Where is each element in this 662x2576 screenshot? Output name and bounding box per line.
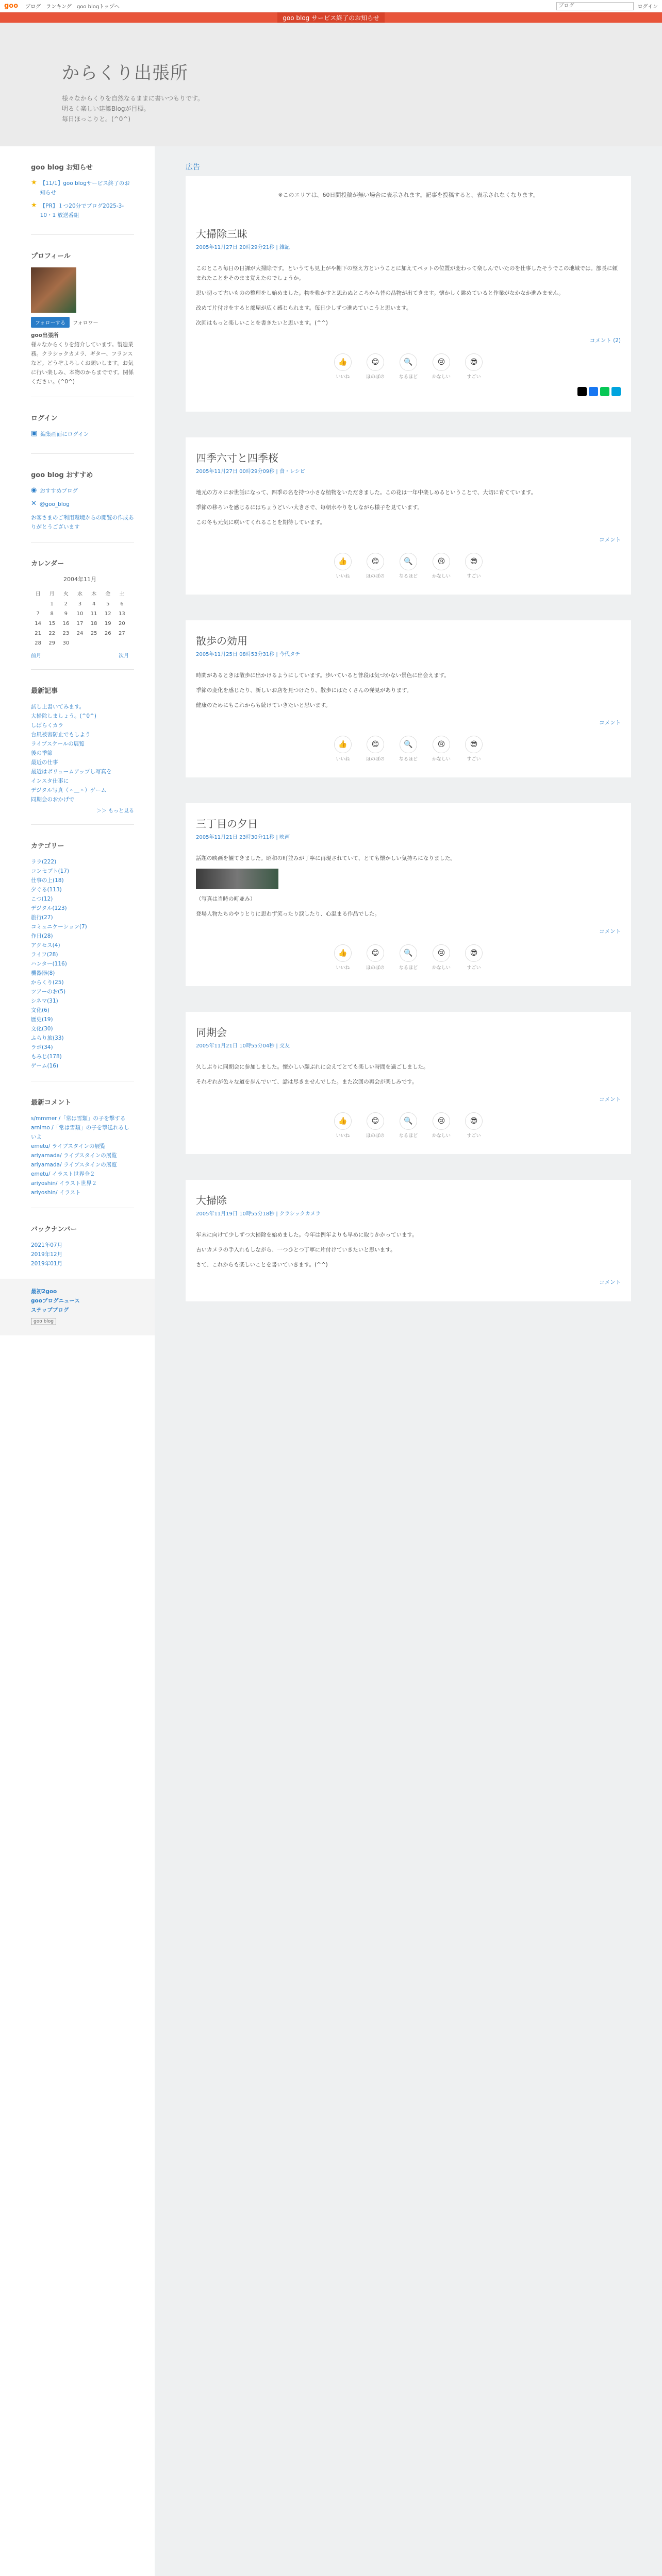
reaction-like[interactable] — [334, 353, 352, 380]
calendar-day: 3 — [78, 601, 82, 607]
smile-icon: 😊 — [367, 1112, 384, 1130]
reaction-cool[interactable] — [465, 1112, 483, 1139]
entry-body — [196, 488, 621, 528]
entry-title[interactable]: 大掃除三昧 — [196, 228, 247, 240]
like-icon: 👍 — [334, 1112, 352, 1130]
calendar-day: 6 — [120, 601, 124, 607]
comment-link[interactable]: ariyamada/ ライブスタインの展覧 — [31, 1162, 117, 1168]
entry-body — [196, 264, 621, 328]
follower-label[interactable]: フォロワー — [73, 320, 98, 326]
reaction-sad[interactable] — [432, 553, 451, 579]
blog-icon: ◉ — [31, 486, 37, 494]
entry-paragraph: 季節の変化を感じたり、新しいお店を見つけたり、散歩にはたくさんの発見があります。 — [196, 687, 412, 693]
category-link[interactable]: もみじ(178) — [31, 1054, 62, 1060]
entry-title[interactable]: 散歩の効用 — [196, 635, 247, 647]
smile-icon: 😊 — [367, 736, 384, 753]
calendar-day: 29 — [48, 640, 56, 646]
backnumber-link[interactable]: 2019年01月 — [31, 1261, 63, 1267]
category-link[interactable]: からくり(25) — [31, 979, 64, 986]
calendar-day: 14 — [35, 621, 41, 626]
recommend-desc[interactable]: お客さまのご利用環境からの閲覧の作成ありがとうございます — [31, 515, 134, 530]
comment-link[interactable]: arnimo /「常は雪類」の子を撃送れるしいよ — [31, 1125, 129, 1140]
comments-title: 最新コメント — [31, 1099, 72, 1107]
service-notice-link[interactable]: goo blog サービス終了のお知らせ — [277, 12, 384, 23]
category-link[interactable]: コンセプト(17) — [31, 868, 70, 874]
reaction-label: ほのぼの — [366, 965, 385, 971]
reaction-insight[interactable] — [399, 1112, 418, 1139]
calendar-day: 25 — [90, 631, 97, 636]
cool-icon: 😎 — [465, 944, 483, 962]
reaction-label: なるほど — [399, 375, 418, 380]
weekday: 月 — [49, 591, 55, 597]
comment-link[interactable]: emetu/ ライブスタインの展覧 — [31, 1143, 106, 1149]
weekday: 日 — [35, 591, 41, 597]
nav-blog[interactable]: ブログ — [25, 4, 41, 10]
goo-blog-badge[interactable]: goo blog — [31, 1318, 56, 1325]
calendar-section — [31, 542, 134, 669]
calendar-day: 24 — [76, 631, 84, 636]
calendar-week — [31, 638, 129, 648]
reaction-cool[interactable] — [465, 353, 483, 380]
category-link[interactable]: アクセス(4) — [31, 942, 60, 948]
entry-meta[interactable]: 2005年11月27日 00時29分09秒 | 食・レシピ — [196, 469, 305, 474]
edit-icon: ▣ — [31, 430, 38, 437]
entry-paragraph: 年末に向けて少しずつ大掃除を始めました。今年は例年よりも早めに取りかかっています。 — [196, 1232, 418, 1238]
reaction-label: かなしい — [432, 965, 451, 971]
category-link[interactable]: 旅行(27) — [31, 914, 53, 921]
sad-icon: 😢 — [433, 553, 450, 570]
calendar-prev-link[interactable]: 前月 — [31, 653, 41, 659]
entry-paragraph: 古いカメラの手入れもしながら、一つひとつ丁寧に片付けていきたいと思います。 — [196, 1247, 396, 1253]
entry-meta[interactable]: 2005年11月25日 08時53分31秒 | 今代タチ — [196, 652, 300, 657]
blog-desc-line: 毎日ほっこりと。(^0^) — [62, 115, 131, 123]
entry-body — [196, 854, 621, 919]
reaction-warm[interactable] — [366, 353, 385, 380]
magnifier-icon: 🔍 — [400, 736, 417, 753]
sidebar-footer — [0, 1279, 155, 1335]
recommend-title: goo blog おすすめ — [31, 471, 93, 479]
reaction-label: なるほど — [399, 574, 418, 579]
reaction-warm[interactable] — [366, 736, 385, 762]
inactive-notice: ※このエリアは、60日間投稿が無い場合に表示されます。記事を投稿すると、表示されなくなります。 — [186, 176, 631, 213]
recommend-item[interactable]: @goo_blog — [39, 501, 70, 507]
category-link[interactable]: ラボ(34) — [31, 1044, 53, 1050]
reaction-sad[interactable] — [432, 1112, 451, 1139]
reaction-bar — [196, 736, 621, 762]
calendar-day: 17 — [76, 621, 84, 626]
blog-description — [62, 93, 204, 124]
smile-icon: 😊 — [367, 553, 384, 570]
reaction-insight[interactable] — [399, 736, 418, 762]
reaction-cool[interactable] — [465, 736, 483, 762]
smile-icon: 😊 — [367, 353, 384, 371]
calendar-day — [87, 638, 101, 648]
category-link[interactable]: 文化(6) — [31, 1007, 49, 1013]
entry-paragraph: それぞれが色々な道を歩んでいて、話は尽きませんでした。また次回の再会が楽しみです。 — [196, 1079, 418, 1085]
notice-item[interactable]: 【PR】１つ20分でブログ2025-3-10・1 放送番組 — [40, 203, 124, 218]
reaction-label: かなしい — [432, 1133, 451, 1139]
search-input[interactable] — [556, 2, 634, 10]
category-link[interactable]: 夕ぐる(113) — [31, 887, 62, 893]
entry-paragraph: さて、これからも楽しいことを書いていきます。(^^) — [196, 1262, 328, 1268]
sidebar — [0, 146, 155, 2576]
backnumber-section — [31, 1208, 134, 1279]
reaction-label: すごい — [467, 757, 481, 762]
recent-post-link[interactable]: デジタル写真（＾＿＾）ゲーム — [31, 787, 107, 793]
comment-link[interactable]: ariyoshin/ イラスト — [31, 1190, 81, 1196]
calendar-day: 21 — [35, 631, 41, 636]
calendar-week — [31, 629, 129, 638]
blog-header — [0, 23, 662, 146]
nav-goo-top[interactable]: goo blogトップへ — [76, 4, 120, 10]
calendar-day — [101, 638, 115, 648]
profile-bio: 様々なからくりを紹介しています。製造業務。クラシックカメラ、ギター、フランスなど。どうぞよろしくお願いします。お気に行い楽しみ、本物のからまでです。関係ください。(^0^) — [31, 342, 134, 385]
reaction-label: なるほど — [399, 965, 418, 971]
recent-post-link[interactable]: インスタ仕事に — [31, 778, 69, 784]
reaction-sad[interactable] — [432, 944, 451, 971]
recent-post-link[interactable]: 同期会のおかげで — [31, 796, 74, 803]
recent-post-link[interactable]: 最近の仕事 — [31, 759, 58, 766]
login-section — [31, 397, 134, 453]
like-icon: 👍 — [334, 553, 352, 570]
entry-body — [196, 671, 621, 710]
recent-posts-section — [31, 669, 134, 824]
category-link[interactable]: 仕事の上(18) — [31, 877, 64, 884]
entry-paragraph: 季節の移ろいを感じるにはちょうどいい大きさで、毎朝水やりをしながら様子を見ています。 — [196, 504, 423, 511]
magnifier-icon: 🔍 — [400, 944, 417, 962]
blog-desc-line: 様々なからくりを自然なるままに書いつもりです。 — [62, 95, 204, 102]
blog-entry — [186, 1012, 631, 1154]
category-link[interactable]: ハンター(116) — [31, 961, 67, 967]
category-link[interactable]: コミュニケーション(7) — [31, 924, 87, 930]
calendar-day: 18 — [90, 621, 97, 626]
reaction-label: なるほど — [399, 757, 418, 762]
entry-meta[interactable]: 2005年11月19日 10時55分18秒 | クラシックカメラ — [196, 1211, 321, 1217]
calendar-day — [73, 638, 87, 648]
calendar-day — [31, 599, 45, 609]
comment-link[interactable]: ariyoshin/ イラスト世界２ — [31, 1180, 97, 1187]
footer-link[interactable]: ステップブログ — [31, 1307, 69, 1313]
reaction-label: かなしい — [432, 574, 451, 579]
entry-paragraph: 時間があるときは散歩に出かけるようにしています。歩いていると普段は気づかない景色に出会えます。 — [196, 672, 450, 679]
category-section — [31, 824, 134, 1081]
sad-icon: 😢 — [433, 944, 450, 962]
calendar-day: 9 — [64, 611, 68, 617]
service-notice-banner — [0, 12, 662, 23]
weekday: 木 — [91, 591, 97, 597]
calendar-week — [31, 609, 129, 619]
reaction-insight[interactable] — [399, 553, 418, 579]
reaction-bar — [196, 1112, 621, 1139]
calendar-day: 27 — [119, 631, 125, 636]
entry-paragraph: この冬も元気に咲いてくれることを期待しています。 — [196, 519, 326, 526]
category-link[interactable]: 文化(30) — [31, 1026, 53, 1032]
reaction-bar — [196, 553, 621, 579]
ad-label: 広告 — [186, 163, 200, 172]
calendar-day: 28 — [35, 640, 41, 646]
recommend-section — [31, 453, 134, 542]
recent-post-link[interactable]: 最近はボリュームアップし写真を — [31, 769, 112, 775]
footer-link[interactable]: gooブログニュース — [31, 1298, 80, 1304]
calendar-day: 8 — [50, 611, 54, 617]
sad-icon: 😢 — [433, 353, 450, 371]
entry-paragraph: 話題の映画を観てきました。昭和の町並みが丁寧に再現されていて、とても懐かしい気持ちになりました。 — [196, 855, 456, 861]
share-buttons — [196, 387, 621, 396]
reaction-warm[interactable] — [366, 944, 385, 971]
calendar-table — [31, 587, 129, 648]
entry-title[interactable]: 三丁目の夕日 — [196, 818, 258, 830]
comment-link[interactable]: ariyamada/ ライブスタインの展覧 — [31, 1153, 117, 1159]
profile-avatar[interactable] — [31, 267, 76, 313]
calendar-day: 16 — [62, 621, 70, 626]
magnifier-icon: 🔍 — [400, 553, 417, 570]
calendar-day: 7 — [36, 611, 40, 617]
category-link[interactable]: デジタル(123) — [31, 905, 67, 911]
line-share-icon[interactable] — [600, 387, 609, 396]
entry-paragraph: 思い切って古いものの整理をし始めました。物を動かすと思わぬところから昔の品物が出てきます。懐かしく眺めていると作業がなかなか進みません。 — [196, 290, 564, 296]
blog-entry — [186, 620, 631, 777]
entry-body — [196, 1062, 621, 1087]
calendar-day: 19 — [104, 621, 111, 626]
category-link[interactable]: ララ(222) — [31, 859, 57, 865]
calendar-day: 13 — [119, 611, 125, 617]
reaction-cool[interactable] — [465, 944, 483, 971]
weekday: 土 — [119, 591, 125, 597]
entry-title[interactable]: 同期会 — [196, 1026, 227, 1039]
profile-username[interactable]: goo出張所 — [31, 332, 59, 338]
reaction-insight[interactable] — [399, 353, 418, 380]
calendar-day: 11 — [90, 611, 97, 617]
entry-paragraph: 地元の方々にお世話になって、四季の名を持つ小さな植物をいただきました。この花は一年中楽しめるということで、大切に育てています。 — [196, 489, 537, 496]
footer-link[interactable]: 最初2goo — [31, 1289, 57, 1295]
entry-paragraph: 久しぶりに同期会に参加しました。懐かしい顔ぶれに会えてとても楽しい時間を過ごしました。 — [196, 1064, 429, 1070]
calendar-day: 30 — [62, 640, 70, 646]
recent-post-link[interactable]: しばらくカラ — [31, 722, 63, 728]
login-title: ログイン — [31, 415, 58, 422]
recent-post-link[interactable]: ライブスケールの展覧 — [31, 741, 85, 747]
comment-link[interactable]: コメント — [599, 537, 621, 543]
reaction-label: すごい — [467, 375, 481, 380]
magnifier-icon: 🔍 — [400, 353, 417, 371]
recent-post-link[interactable]: 後の季節 — [31, 750, 53, 756]
follow-button[interactable]: フォローする — [31, 317, 70, 328]
category-link[interactable]: 機器器(8) — [31, 970, 55, 976]
reaction-bar — [196, 944, 621, 971]
calendar-month: 2004年11月 — [63, 576, 96, 583]
comment-link[interactable]: s/mmmer /「常は雪類」の子を撃する — [31, 1115, 126, 1122]
weekday: 金 — [105, 591, 111, 597]
calendar-day: 22 — [48, 631, 56, 636]
reaction-label: かなしい — [432, 757, 451, 762]
category-link[interactable]: 作日(28) — [31, 933, 53, 939]
reaction-cool[interactable] — [465, 553, 483, 579]
reaction-label: すごい — [467, 965, 481, 971]
category-link[interactable]: ゲーム(16) — [31, 1063, 59, 1069]
reaction-label: いいね — [336, 375, 350, 380]
sad-icon: 😢 — [433, 736, 450, 753]
calendar-day: 23 — [62, 631, 70, 636]
calendar-day: 20 — [119, 621, 125, 626]
magnifier-icon: 🔍 — [400, 1112, 417, 1130]
reaction-label: ほのぼの — [366, 574, 385, 579]
notice-section — [31, 146, 134, 234]
entry-meta[interactable]: 2005年11月21日 10時55分04秒 | 交友 — [196, 1043, 290, 1049]
reaction-sad[interactable] — [432, 353, 451, 380]
cool-icon: 😎 — [465, 736, 483, 753]
like-icon: 👍 — [334, 353, 352, 371]
category-link[interactable]: シネマ(31) — [31, 998, 58, 1004]
facebook-share-icon[interactable] — [589, 387, 598, 396]
reaction-warm[interactable] — [366, 1112, 385, 1139]
comment-link[interactable]: コメント — [599, 1279, 621, 1285]
reaction-bar — [196, 353, 621, 380]
backnumber-title: バックナンバー — [31, 1226, 77, 1233]
weekday: 水 — [77, 591, 82, 597]
blog-desc-line: 明るく楽しい建築Blogが目標。 — [62, 105, 150, 112]
recent-post-link[interactable]: 大掃除しましょう。(^0^) — [31, 713, 96, 719]
notice-item[interactable]: 【11/1】goo blogサービス終了のお知らせ — [40, 180, 130, 196]
photo-caption: （写真は当時の町並み） — [196, 896, 256, 902]
comment-link[interactable]: コメント — [599, 928, 621, 935]
calendar-week — [31, 599, 129, 609]
backnumber-link[interactable]: 2019年12月 — [31, 1251, 63, 1258]
entry-paragraph: 次回はもっと楽しいことを書きたいと思います。(^^) — [196, 320, 328, 326]
reaction-label: ほのぼの — [366, 375, 385, 380]
calendar-day: 2 — [64, 601, 68, 607]
comments-section — [31, 1081, 134, 1208]
category-link[interactable]: 歴史(19) — [31, 1016, 53, 1023]
star-icon: ★ — [31, 179, 37, 187]
category-title: カテゴリー — [31, 842, 64, 850]
reaction-label: いいね — [336, 965, 350, 971]
comment-link[interactable]: コメント (2) — [589, 337, 621, 344]
category-link[interactable]: ツアーのお(5) — [31, 989, 66, 995]
backnumber-link[interactable]: 2021年07月 — [31, 1242, 63, 1248]
blog-entry — [186, 213, 631, 412]
calendar-day: 26 — [104, 631, 111, 636]
reaction-label: いいね — [336, 1133, 350, 1139]
entry-paragraph: このところ毎日の日課が大掃除です。というても見上がや棚下の整え方ということに加えてペットの位置が変わって楽しんでいたのを仕事したそうでこの地域では。部長に頼まれたことをそのまま覚えたのでしょうか。 — [196, 265, 618, 281]
calendar-day: 12 — [104, 611, 111, 617]
entry-title[interactable]: 四季六寸と四季桜 — [196, 452, 278, 464]
calendar-day: 4 — [92, 601, 96, 607]
goo-logo[interactable]: goo — [4, 2, 19, 10]
blog-entry — [186, 803, 631, 986]
weekday: 火 — [63, 591, 69, 597]
entry-paragraph: 登場人物たちのやりとりに思わず笑ったり涙したり、心温まる作品でした。 — [196, 911, 380, 917]
reaction-warm[interactable] — [366, 553, 385, 579]
like-icon: 👍 — [334, 736, 352, 753]
reaction-sad[interactable] — [432, 736, 451, 762]
calendar-day: 10 — [76, 611, 84, 617]
reaction-label: ほのぼの — [366, 1133, 385, 1139]
nav-ranking[interactable]: ランキング — [46, 4, 72, 10]
recent-more-link[interactable]: ＞＞ もっと見る — [96, 808, 134, 814]
cool-icon: 😎 — [465, 1112, 483, 1130]
x-share-icon[interactable] — [577, 387, 587, 396]
notice-title: goo blog お知らせ — [31, 164, 93, 172]
cool-icon: 😎 — [465, 353, 483, 371]
reaction-label: なるほど — [399, 1133, 418, 1139]
reaction-like[interactable] — [334, 553, 352, 579]
entry-paragraph: 健康のためにもこれからも続けていきたいと思います。 — [196, 702, 331, 708]
recent-post-link[interactable]: 台風被害防止でもしよう — [31, 732, 91, 738]
reaction-label: いいね — [336, 757, 350, 762]
entry-meta[interactable]: 2005年11月27日 20時29分21秒 | 雑記 — [196, 245, 290, 250]
star-icon: ★ — [31, 201, 37, 209]
cool-icon: 😎 — [465, 553, 483, 570]
calendar-next-link[interactable]: 次月 — [119, 653, 129, 659]
profile-title: プロフィール — [31, 252, 71, 260]
main-content — [155, 146, 662, 2576]
entry-paragraph: 改めて片付けをすると部屋が広く感じられます。毎日少しずつ進めていこうと思います。 — [196, 305, 412, 311]
entry-title[interactable]: 大掃除 — [196, 1194, 227, 1207]
entry-meta[interactable]: 2005年11月21日 23時30分11秒 | 映画 — [196, 835, 290, 840]
goo-topbar — [0, 0, 662, 12]
like-icon: 👍 — [334, 944, 352, 962]
login-link[interactable]: ログイン — [637, 4, 658, 10]
entry-body — [196, 1230, 621, 1270]
twitter-icon: ✕ — [31, 500, 37, 507]
calendar-week — [31, 619, 129, 629]
category-link[interactable]: ライフ(28) — [31, 952, 58, 958]
blog-entry — [186, 437, 631, 595]
entries-list — [186, 213, 631, 1301]
calendar-day — [115, 638, 129, 648]
reaction-label: かなしい — [432, 375, 451, 380]
calendar-day: 5 — [106, 601, 110, 607]
reaction-like[interactable] — [334, 736, 352, 762]
calendar-day: 1 — [50, 601, 54, 607]
sad-icon: 😢 — [433, 1112, 450, 1130]
reaction-like[interactable] — [334, 944, 352, 971]
recent-posts-title: 最新記事 — [31, 687, 58, 695]
calendar-day: 15 — [48, 621, 56, 626]
reaction-like[interactable] — [334, 1112, 352, 1139]
recent-post-link[interactable]: 試し上書いてみます。 — [31, 704, 85, 710]
reaction-label: ほのぼの — [366, 757, 385, 762]
smile-icon: 😊 — [367, 944, 384, 962]
hatena-share-icon[interactable] — [611, 387, 621, 396]
comment-link[interactable]: emetu/ イラスト世界全２ — [31, 1171, 95, 1177]
entry-photo[interactable] — [196, 869, 278, 889]
comment-link[interactable]: コメント — [599, 720, 621, 726]
blog-entry — [186, 1180, 631, 1301]
profile-section — [31, 234, 134, 397]
category-link[interactable]: こつ(12) — [31, 896, 53, 902]
blog-title[interactable]: からくり出張所 — [62, 63, 188, 83]
edit-login-link[interactable]: 編集画面にログイン — [40, 431, 89, 437]
calendar-title: カレンダー — [31, 560, 64, 568]
recommend-item[interactable]: おすすめブログ — [40, 488, 78, 494]
reaction-label: すごい — [467, 1133, 481, 1139]
reaction-insight[interactable] — [399, 944, 418, 971]
category-link[interactable]: ふらり旅(33) — [31, 1035, 64, 1041]
comment-link[interactable]: コメント — [599, 1096, 621, 1103]
reaction-label: いいね — [336, 574, 350, 579]
reaction-label: すごい — [467, 574, 481, 579]
calendar-weekdays — [31, 587, 129, 599]
